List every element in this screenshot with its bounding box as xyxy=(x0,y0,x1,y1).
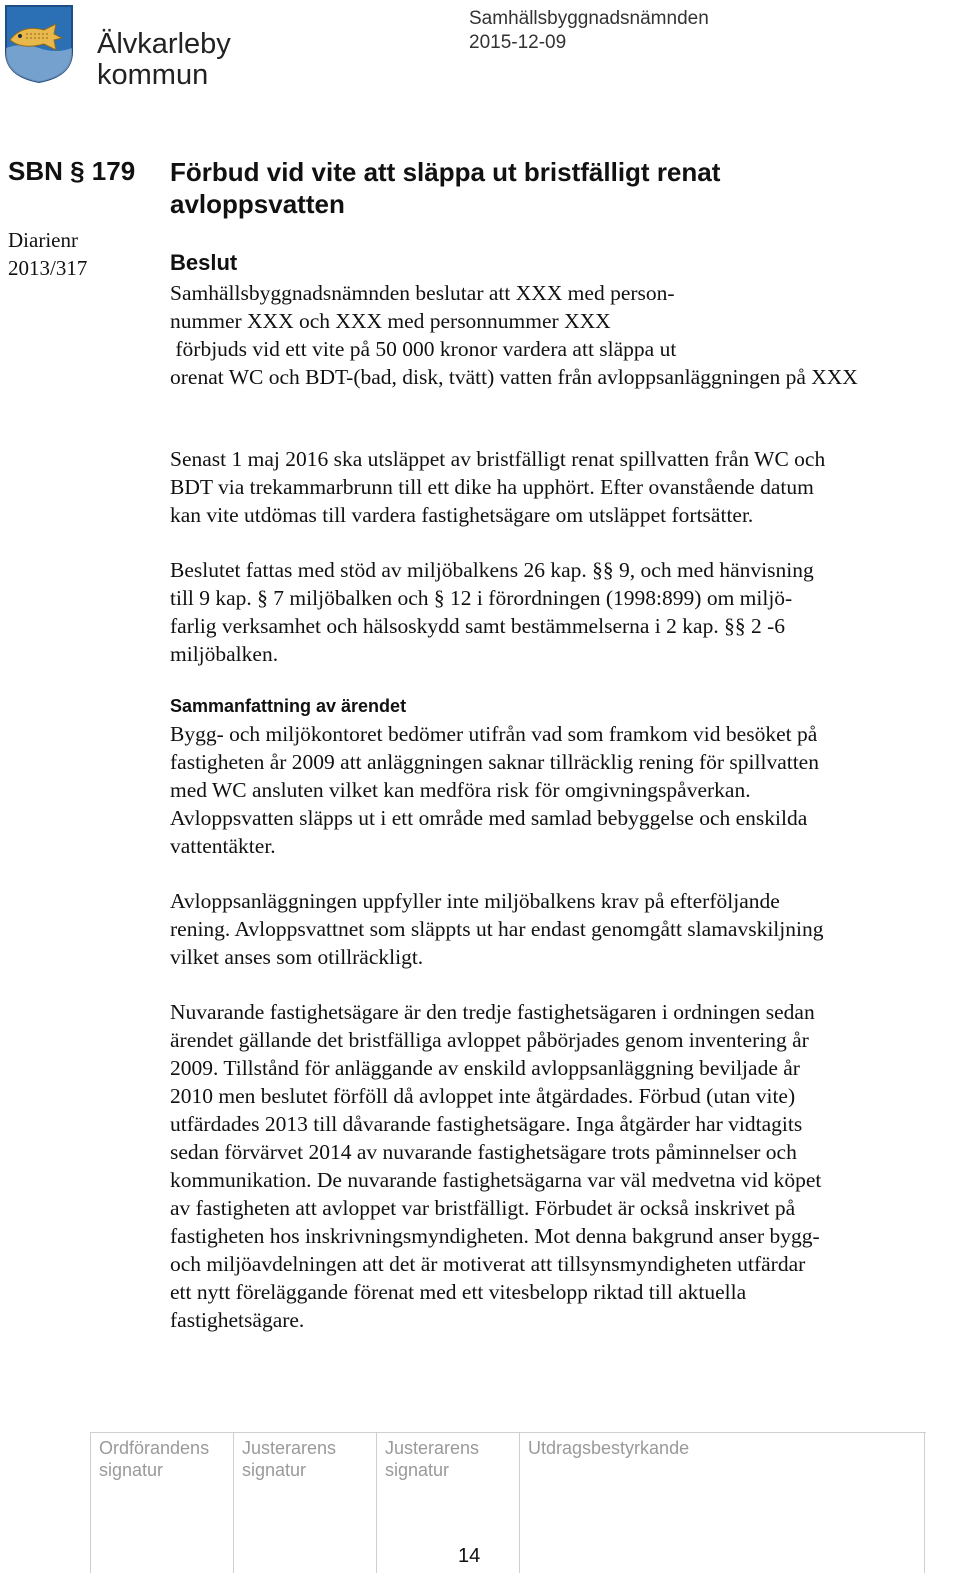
text-line: av fastigheten att avloppet var bristfälligt. Förbudet är också inskrivet på xyxy=(170,1196,796,1220)
text-line: förbjuds vid ett vite på 50 000 kronor vardera att släppa ut xyxy=(170,337,677,361)
text-line: fastigheten år 2009 att anläggningen saknar tillräcklig rening för spillvatten xyxy=(170,750,819,774)
text-line: orenat WC och BDT-(bad, disk, tvätt) vatten från avloppsanläggningen på XXX xyxy=(170,365,858,389)
signature-cell-chair xyxy=(90,1433,234,1573)
decision-paragraph-2 xyxy=(170,445,960,529)
logo-name-line1: Älvkarleby xyxy=(97,28,231,60)
text-line: Nuvarande fastighetsägare är den tredje fastighetsägaren i ordningen sedan xyxy=(170,1000,815,1024)
signature-label: signatur xyxy=(99,1460,164,1480)
summary-paragraph-3 xyxy=(170,998,960,1334)
text-line: och miljöavdelningen att det är motiverat att tillsynsmyndigheten utfärdar xyxy=(170,1252,806,1276)
text-line: till 9 kap. § 7 miljöbalken och § 12 i förordningen (1998:899) om miljö- xyxy=(170,586,793,610)
summary-paragraph-1 xyxy=(170,720,960,860)
text-line: vilket anses som otillräckligt. xyxy=(170,945,424,969)
diarienr-label: Diarienr xyxy=(8,228,78,252)
signature-label: signatur xyxy=(242,1460,307,1480)
text-line: Beslutet fattas med stöd av miljöbalkens 26 kap. §§ 9, och med hänvisning xyxy=(170,558,814,582)
paragraph-number: SBN § 179 xyxy=(8,156,136,186)
text-line: Bygg- och miljökontoret bedömer utifrån vad som framkom vid besöket på xyxy=(170,722,818,746)
text-line: farlig verksamhet och hälsoskydd samt bestämmelserna i 2 kap. §§ 2 -6 xyxy=(170,614,785,638)
text-line: utfärdades 2013 till dåvarande fastighetsägare. Inga åtgärder har vidtagits xyxy=(170,1112,803,1136)
summary-paragraph-2 xyxy=(170,887,960,971)
text-line: sedan förvärvet 2014 av nuvarande fastighetsägare trots påminnelser och xyxy=(170,1140,797,1164)
text-line: kommunikation. De nuvarande fastighetsägarna var väl medvetna vid köpet xyxy=(170,1168,822,1192)
text-line: miljöbalken. xyxy=(170,642,279,666)
signature-label: Ordförandens xyxy=(99,1438,210,1458)
text-line: BDT via trekammarbrunn till ett dike ha upphört. Efter ovanstående datum xyxy=(170,475,814,499)
signature-label: Utdragsbestyrkande xyxy=(528,1438,690,1458)
text-line: rening. Avloppsvattnet som släppts ut har endast genomgått slamavskiljning xyxy=(170,917,824,941)
text-line: fastigheten hos inskrivningsmyndigheten. Mot denna bakgrund anser bygg- xyxy=(170,1224,820,1248)
logo-name-line2: kommun xyxy=(97,59,209,91)
header-committee: Samhällsbyggnadsnämnden xyxy=(469,8,709,29)
text-line: 2010 men beslutet förföll då avloppet inte åtgärdades. Förbud (utan vite) xyxy=(170,1084,796,1108)
text-line: med WC ansluten vilket kan medföra risk för omgivningspåverkan. xyxy=(170,778,751,802)
diarienr-value: 2013/317 xyxy=(8,256,88,280)
text-line: Avloppsanläggningen uppfyller inte miljöbalkens krav på efterföljande xyxy=(170,889,780,913)
text-line: nummer XXX och XXX med personnummer XXX xyxy=(170,309,611,333)
text-line: kan vite utdömas till vardera fastighetsägare om utsläppet fortsätter. xyxy=(170,503,754,527)
text-line: vattentäkter. xyxy=(170,834,276,858)
decision-paragraph-1 xyxy=(170,279,960,391)
signature-cell-adjuster-2 xyxy=(376,1433,520,1573)
page-number: 14 xyxy=(458,1545,481,1567)
header-date: 2015-12-09 xyxy=(469,32,567,53)
text-line: 2009. Tillstånd för anläggande av enskild avloppsanläggning beviljade år xyxy=(170,1056,800,1080)
text-line: ett nytt föreläggande förenat med ett vitesbelopp riktad till aktuella xyxy=(170,1280,747,1304)
municipality-logo xyxy=(4,4,244,92)
signature-table xyxy=(90,1432,926,1573)
coat-of-arms-icon xyxy=(4,4,74,84)
decision-paragraph-3 xyxy=(170,556,960,668)
signature-label: signatur xyxy=(385,1460,450,1480)
summary-heading: Sammanfattning av ärendet xyxy=(170,696,407,716)
text-line: fastighetsägare. xyxy=(170,1308,305,1332)
decision-heading: Beslut xyxy=(170,250,238,275)
signature-cell-adjuster-1 xyxy=(233,1433,377,1573)
text-line: Avloppsvatten släpps ut i ett område med samlad bebyggelse och enskilda xyxy=(170,806,808,830)
text-line: Samhällsbyggnadsnämnden beslutar att XXX med person- xyxy=(170,281,675,305)
text-line: ärendet gällande det bristfälliga avloppet påbörjades genom inventering år xyxy=(170,1028,809,1052)
signature-label: Justerarens xyxy=(385,1438,480,1458)
page-title: Förbud vid vite att släppa ut bristfälligt renat avloppsvatten xyxy=(170,157,721,219)
signature-cell-certification xyxy=(519,1433,925,1573)
text-line: Senast 1 maj 2016 ska utsläppet av bristfälligt renat spillvatten från WC och xyxy=(170,447,826,471)
signature-label: Justerarens xyxy=(242,1438,337,1458)
